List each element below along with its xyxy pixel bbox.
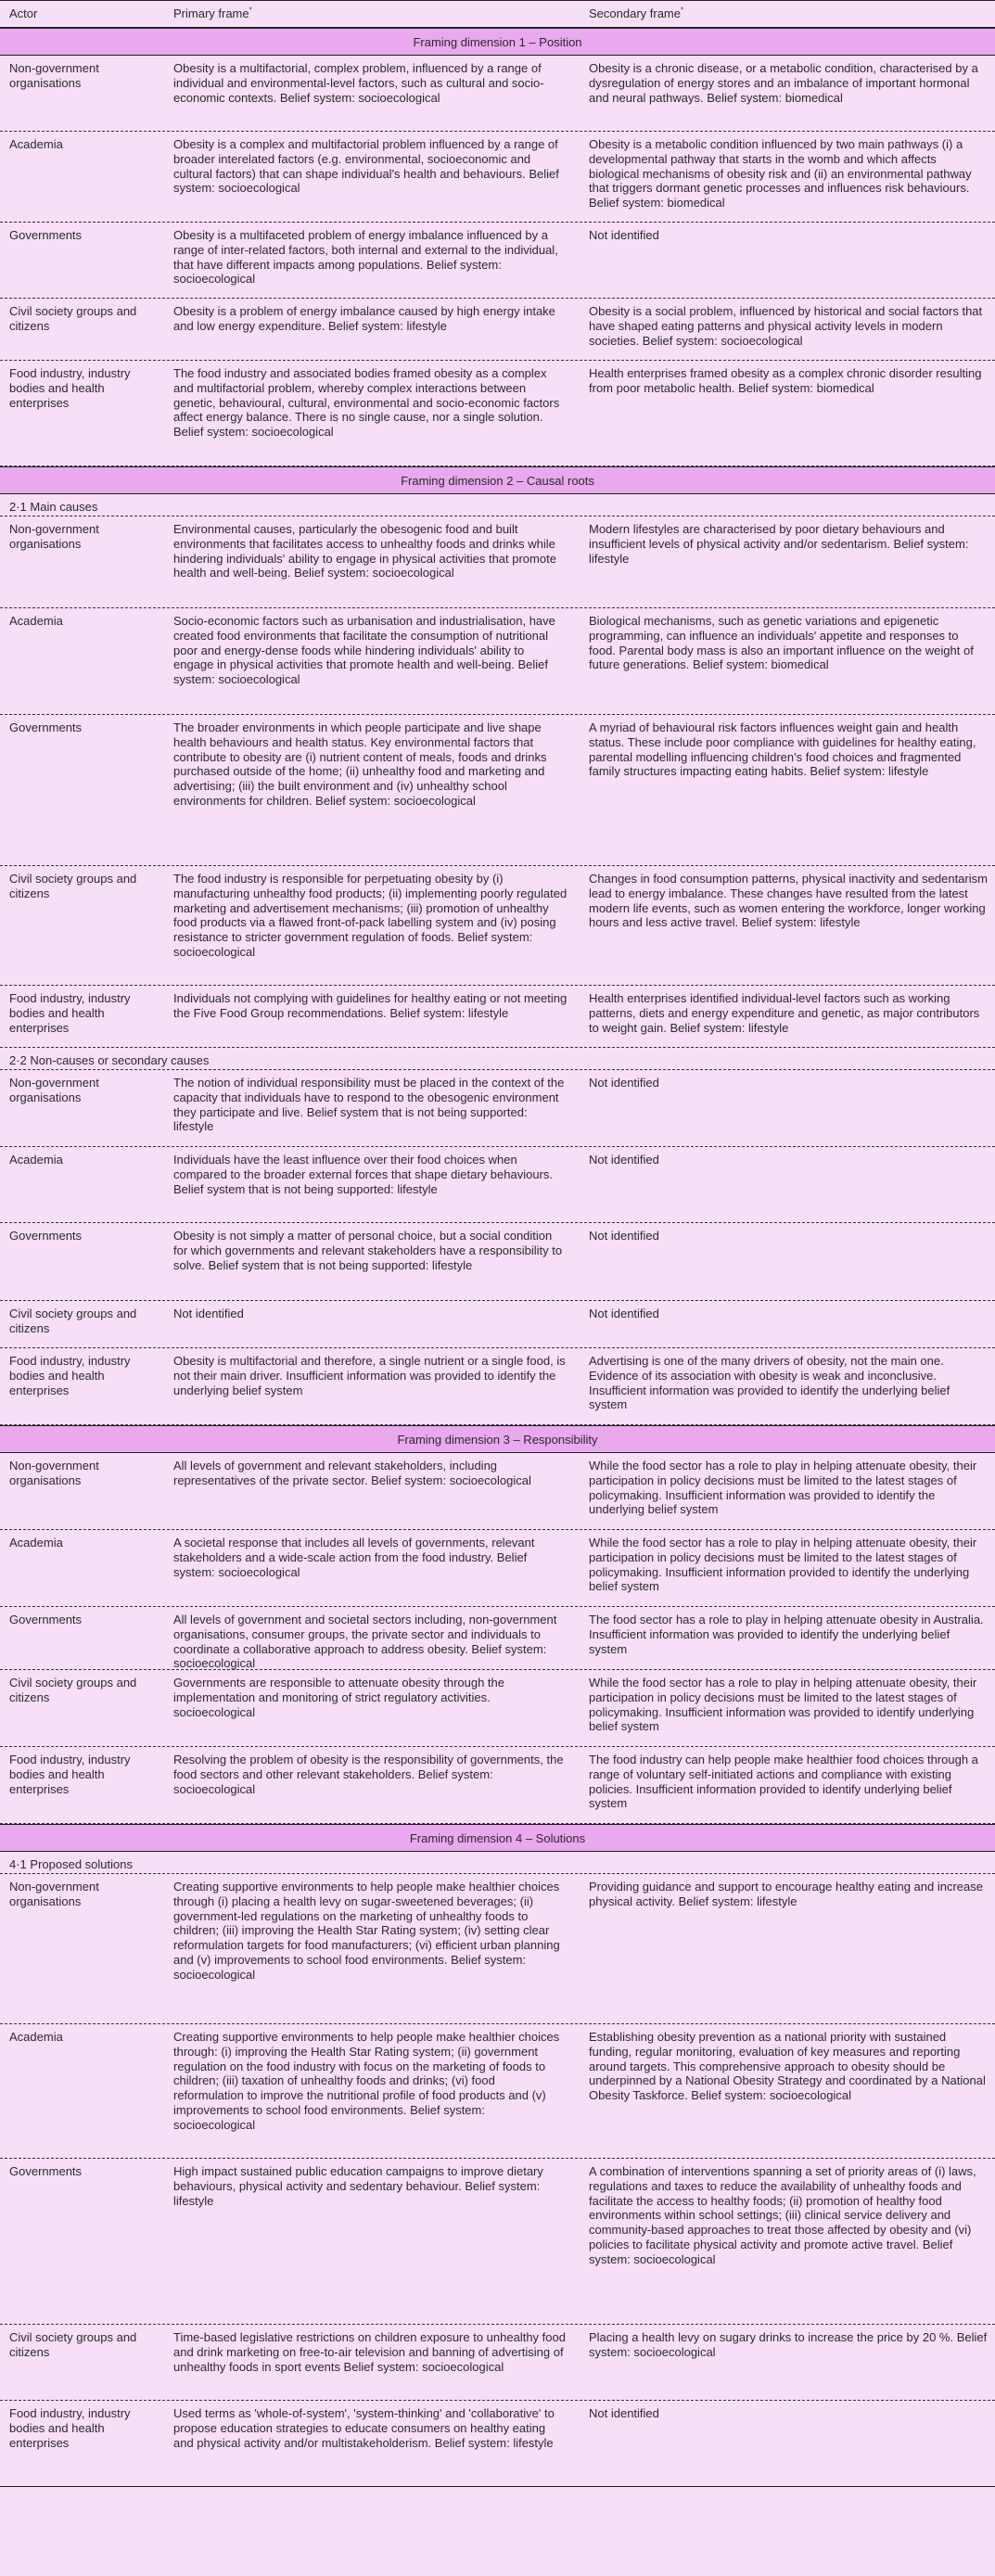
- secondary-frame-cell: Not identified: [589, 228, 659, 242]
- actor-cell: Academia: [9, 614, 63, 628]
- subsection-label: 2·1 Main causes: [0, 494, 995, 516]
- actor-cell: Food industry, industry bodies and health enterprises: [9, 366, 131, 410]
- actor-cell: Non-government organisations: [9, 1459, 99, 1487]
- primary-frame-cell: High impact sustained public education campaigns to improve dietary behaviours, physical activity and sedentary behaviour. Belief system: lifestyle: [173, 2164, 543, 2208]
- actor-cell: Academia: [9, 1153, 63, 1167]
- actor-cell: Academia: [9, 2030, 63, 2044]
- secondary-frame-cell: Modern lifestyles are characterised by poor dietary behaviours and insufficient levels of physical activity and/or sedentarism. Belief system: lifestyle: [589, 522, 969, 566]
- table-row: [0, 986, 995, 1048]
- table-row: [0, 2401, 995, 2487]
- actor-cell: Food industry, industry bodies and health enterprises: [9, 991, 131, 1035]
- secondary-frame-cell: Not identified: [589, 1307, 659, 1320]
- table-row: [0, 361, 995, 466]
- primary-frame-cell: The food industry and associated bodies framed obesity as a complex and multifactorial problem, whereby complex interactions between genetic, behavioural, cultural, environmental and socio-economic factors affect energy balance. There is no single cause, nor a single solution. Belief system: socioecological: [173, 366, 560, 440]
- subsection-label: 2·2 Non-causes or secondary causes: [0, 1048, 995, 1070]
- table-row: [0, 1607, 995, 1670]
- table-row: [0, 1147, 995, 1223]
- primary-frame-cell: Time-based legislative restrictions on children exposure to unhealthy food and drink marketing on free-to-air television and banning of advertising of unhealthy foods in sport events Belief system: socioecological: [173, 2330, 566, 2374]
- secondary-frame-cell: Not identified: [589, 1076, 659, 1090]
- secondary-frame-cell: The food sector has a role to play in helping attenuate obesity in Australia. Insufficient information was provided to identify the underlying belief system: [589, 1613, 984, 1656]
- table-row: [0, 866, 995, 986]
- table-row: [0, 56, 995, 132]
- table-row: [0, 1301, 995, 1348]
- table-row: [0, 1223, 995, 1301]
- table-row: [0, 132, 995, 223]
- primary-frame-cell: All levels of government and relevant stakeholders, including representatives of the private sector. Belief system: socioecological: [173, 1459, 531, 1487]
- secondary-frame-cell: Advertising is one of the many drivers of obesity, not the main one. Evidence of its association with obesity is weak and inconclusive. Insufficient information was provided to identify the underlying belief system: [589, 1354, 950, 1412]
- header-primary: [160, 6, 574, 21]
- primary-frame-cell: Resolving the problem of obesity is the responsibility of governments, the food sectors and other relevant stakeholders. Belief system: socioecological: [173, 1753, 564, 1796]
- secondary-frame-cell: Obesity is a chronic disease, or a metabolic condition, characterised by a dysregulation of energy stores and an imbalance of important hormonal and neural pathways. Belief system: biomedical: [589, 61, 978, 105]
- primary-frame-cell: Obesity is not simply a matter of personal choice, but a social condition for which governments and relevant stakeholders have a responsibility to solve. Belief system that is not being supported: lifestyle: [173, 1229, 563, 1272]
- secondary-frame-cell: While the food sector has a role to play in helping attenuate obesity, their participation in policy decisions must be limited to the latest stages of policymaking. Insufficient information was provided to identify the underlying belief system: [589, 1459, 977, 1517]
- actor-cell: Non-government organisations: [9, 522, 99, 551]
- primary-frame-cell: The notion of individual responsibility must be placed in the context of the capacity that individuals have to respond to the obesogenic environment they participate and live. Belief system that is not being supported: lifestyle: [173, 1076, 565, 1134]
- subsection-label: 4·1 Proposed solutions: [0, 1852, 995, 1874]
- actor-cell: Civil society groups and citizens: [9, 872, 137, 900]
- primary-frame-cell: Obesity is a complex and multifactorial problem influenced by a range of broader interelated factors (e.g. environmental, socioeconomic and cultural factors) that can shape individual's health and behaviours. Belief system: socioecological: [173, 137, 559, 196]
- actor-cell: Academia: [9, 137, 63, 151]
- actor-cell: Governments: [9, 228, 83, 242]
- secondary-frame-cell: Obesity is a metabolic condition influenced by two main pathways (i) a developmental pathway that starts in the womb and which affects biological mechanisms of obesity risk and (ii) an environmental pathway that triggers dormant genetic processes and influences risk behaviours. Belief system: biomedical: [589, 137, 972, 210]
- actor-cell: Civil society groups and citizens: [9, 1676, 137, 1704]
- table-row: [0, 299, 995, 361]
- primary-frame-cell: Socio-economic factors such as urbanisation and industrialisation, have created food environments that facilitate the consumption of nutritional poor and energy-dense foods while hindering individuals' ability to engage in physical activities that promote health and well-being. Belief system: socioecological: [173, 614, 555, 687]
- primary-frame-cell: Individuals have the least influence over their food choices when compared to the broader external forces that shape dietary behaviours. Belief system that is not being supported: lifestyle: [173, 1153, 554, 1196]
- table-row: [0, 715, 995, 866]
- actor-cell: Non-government organisations: [9, 61, 99, 90]
- secondary-frame-cell: Placing a health levy on sugary drinks to increase the price by 20 %. Belief system: socioecological: [589, 2330, 988, 2359]
- footnote-mark: *: [681, 6, 684, 15]
- primary-frame-cell: Creating supportive environments to help people make healthier choices through: (i) improving the Health Star Rating system; (ii) government regulation on the food industry with focus on the marketing of foods to children; (iii) taxation of unhealthy foods and drinks; (vi) food reformulation to improve the nutritional profile of food products and (v) improvements to school food environments. Belief system: socioecological: [173, 2030, 560, 2132]
- table-row: [0, 608, 995, 715]
- table-row: [0, 223, 995, 299]
- table-row: [0, 1670, 995, 1747]
- actor-cell: Governments: [9, 1229, 83, 1243]
- primary-frame-cell: Obesity is a multifaceted problem of energy imbalance influenced by a range of inter-related factors, both internal and external to the individual, that have different impacts among populations. Belief system: socioecological: [173, 228, 558, 287]
- table-row: [0, 1874, 995, 2024]
- actor-cell: Food industry, industry bodies and health enterprises: [9, 1354, 131, 1397]
- primary-frame-cell: The food industry is responsible for perpetuating obesity by (i) manufacturing unhealthy food products; (ii) implementing poorly regulated marketing and advertisement mechanisms; (iii) promotion of unhealthy food products via a flawed front-of-pack labelling system and (iv) posing resistance to stricter government regulation of foods. Belief system: socioecological: [173, 872, 568, 959]
- actor-cell: Non-government organisations: [9, 1076, 99, 1104]
- primary-frame-cell: Obesity is a problem of energy imbalance caused by high energy intake and low energy expenditure. Belief system: lifestyle: [173, 304, 555, 333]
- header-primary-label: Primary frame: [173, 6, 249, 21]
- footnote-mark: *: [249, 6, 252, 15]
- primary-frame-cell: Used terms as 'whole-of-system', 'system-thinking' and 'collaborative' to propose education strategies to educate consumers on healthy eating and physical activity and/or multistakeholderism. Belief system: lifestyle: [173, 2406, 555, 2450]
- actor-cell: Governments: [9, 1613, 83, 1626]
- primary-frame-cell: All levels of government and societal sectors including, non-government organisations, consumer groups, the private sector and individuals to coordinate a collaborative approach to address obesity. Belief system: socioecological: [173, 1613, 557, 1671]
- secondary-frame-cell: Not identified: [589, 1229, 659, 1243]
- actor-cell: Governments: [9, 721, 83, 734]
- table-row: [0, 2024, 995, 2159]
- secondary-frame-cell: Not identified: [589, 2406, 659, 2420]
- actor-cell: Food industry, industry bodies and health enterprises: [9, 2406, 131, 2450]
- primary-frame-cell: Not identified: [173, 1307, 244, 1320]
- table-row: [0, 1453, 995, 1530]
- table-row: [0, 1747, 995, 1824]
- secondary-frame-cell: Providing guidance and support to encourage healthy eating and increase physical activity. Belief system: lifestyle: [589, 1880, 983, 1908]
- primary-frame-cell: Environmental causes, particularly the obesogenic food and built environments that facilitates access to unhealthy foods and drinks while hindering individuals' ability to engage in physical activities that promote health and well-being. Belief system: socioecological: [173, 522, 556, 580]
- actor-cell: Civil society groups and citizens: [9, 304, 137, 333]
- actor-cell: Civil society groups and citizens: [9, 2330, 137, 2359]
- secondary-frame-cell: Obesity is a social problem, influenced by historical and social factors that have shaped eating patterns and physical activity levels in modern societies. Belief system: socioecological: [589, 304, 983, 348]
- secondary-frame-cell: Changes in food consumption patterns, physical inactivity and sedentarism lead to energy imbalance. These changes have resulted from the latest modern life events, such as women entering the workforce, longer working hours and less active travel. Belief system: lifestyle: [589, 872, 988, 930]
- actor-cell: Non-government organisations: [9, 1880, 99, 1908]
- secondary-frame-cell: Establishing obesity prevention as a national priority with sustained funding, regular monitoring, evaluation of key measures and reporting around targets. This comprehensive approach to obesity should be underpinned by a National Obesity Strategy and coordinated by a National Obesity Taskforce. Belief system: socioecological: [589, 2030, 986, 2103]
- actor-cell: Food industry, industry bodies and health enterprises: [9, 1753, 131, 1796]
- secondary-frame-cell: Not identified: [589, 1153, 659, 1167]
- secondary-frame-cell: Health enterprises identified individual-level factors such as working patterns, diets and energy expenditure and genetic, as major contributors to weight gain. Belief system: lifestyle: [589, 991, 980, 1035]
- section-heading: Framing dimension 4 – Solutions: [0, 1824, 995, 1852]
- secondary-frame-cell: Biological mechanisms, such as genetic variations and epigenetic programming, can influence an individuals' appetite and responses to food. Parental body mass is also an important influence on the weight of future generations. Belief system: biomedical: [589, 614, 974, 672]
- secondary-frame-cell: Health enterprises framed obesity as a complex chronic disorder resulting from poor metabolic health. Belief system: biomedical: [589, 366, 982, 395]
- table-row: [0, 1348, 995, 1425]
- primary-frame-cell: The broader environments in which people participate and live shape health behaviours and health status. Key environmental factors that contribute to obesity are (i) nutrient content of meals, foods and drinks purchased outside of the home; (ii) unhealthy food and marketing and advertising; (iii) the built environment and (iv) unhealthy school environments for children. Belief system: socioecological: [173, 721, 547, 808]
- section-heading: Framing dimension 3 – Responsibility: [0, 1425, 995, 1453]
- primary-frame-cell: Governments are responsible to attenuate obesity through the implementation and monitoring of strict regulatory activities. socioecological: [173, 1676, 504, 1719]
- header-secondary-label: Secondary frame: [589, 6, 681, 21]
- table-row: [0, 516, 995, 608]
- header-actor: [0, 6, 160, 21]
- table-header: [0, 0, 995, 28]
- table-row: [0, 2159, 995, 2325]
- primary-frame-cell: Individuals not complying with guidelines for healthy eating or not meeting the Five Food Group recommendations. Belief system: lifestyle: [173, 991, 568, 1020]
- table-row: [0, 1530, 995, 1607]
- primary-frame-cell: Obesity is multifactorial and therefore, a single nutrient or a single food, is not their main driver. Insufficient information was provided to identify the underlying belief system: [173, 1354, 566, 1397]
- section-heading: Framing dimension 1 – Position: [0, 28, 995, 56]
- primary-frame-cell: Creating supportive environments to help people make healthier choices through (i) placing a health levy on sugar-sweetened beverages; (ii) government-led regulations on the marketing of unhealthy foods to children; (iii) improving the Health Star Rating system; (iv) setting clear reformulation targets for food manufacturers; (vi) efficient urban planning and (v) improvements to school food environments. Belief system: socioecological: [173, 1880, 560, 1982]
- secondary-frame-cell: A combination of interventions spanning a set of priority areas of (i) laws, regulations and taxes to reduce the availability of unhealthy foods and facilitate the access to healthy foods; (ii) promotion of healthy food environments within school settings; (iii) clinical service delivery and community-based approaches to treat those affected by obesity and (vi) policies to facilitate physical activity and promote active travel. Belief system: socioecological: [589, 2164, 976, 2266]
- secondary-frame-cell: While the food sector has a role to play in helping attenuate obesity, their participation in policy decisions must be limited to the latest stages of policymaking. Insufficient information provided to identify the underlying belief system: [589, 1536, 977, 1594]
- actor-cell: Governments: [9, 2164, 83, 2178]
- header-actor-label: Actor: [9, 6, 38, 21]
- secondary-frame-cell: While the food sector has a role to play in helping attenuate obesity, their participation in policy decisions must be limited to the latest stages of policymaking. Insufficient information was provided to identify underlying belief system: [589, 1676, 977, 1734]
- section-heading: Framing dimension 2 – Causal roots: [0, 466, 995, 494]
- header-secondary: [574, 6, 995, 21]
- table-row: [0, 1070, 995, 1147]
- actor-cell: Civil society groups and citizens: [9, 1307, 137, 1335]
- table-body: [0, 28, 995, 2487]
- secondary-frame-cell: The food industry can help people make healthier food choices through a range of voluntary self-initiated actions and compliance with existing policies. Insufficient information provided to identify underlying belief system: [589, 1753, 978, 1811]
- secondary-frame-cell: A myriad of behavioural risk factors influences weight gain and health status. These include poor compliance with guidelines for healthy eating, parental modelling influencing children's food choices and fragmented family structures impacting eating habits. Belief system: lifestyle: [589, 721, 976, 779]
- actor-cell: Academia: [9, 1536, 63, 1549]
- primary-frame-cell: A societal response that includes all levels of governments, relevant stakeholders and a wide-scale action from the food industry. Belief system: socioecological: [173, 1536, 535, 1579]
- table-row: [0, 2325, 995, 2401]
- primary-frame-cell: Obesity is a multifactorial, complex problem, influenced by a range of individual and environmental-level factors, such as cultural and socio-economic contexts. Belief system: socioecological: [173, 61, 544, 105]
